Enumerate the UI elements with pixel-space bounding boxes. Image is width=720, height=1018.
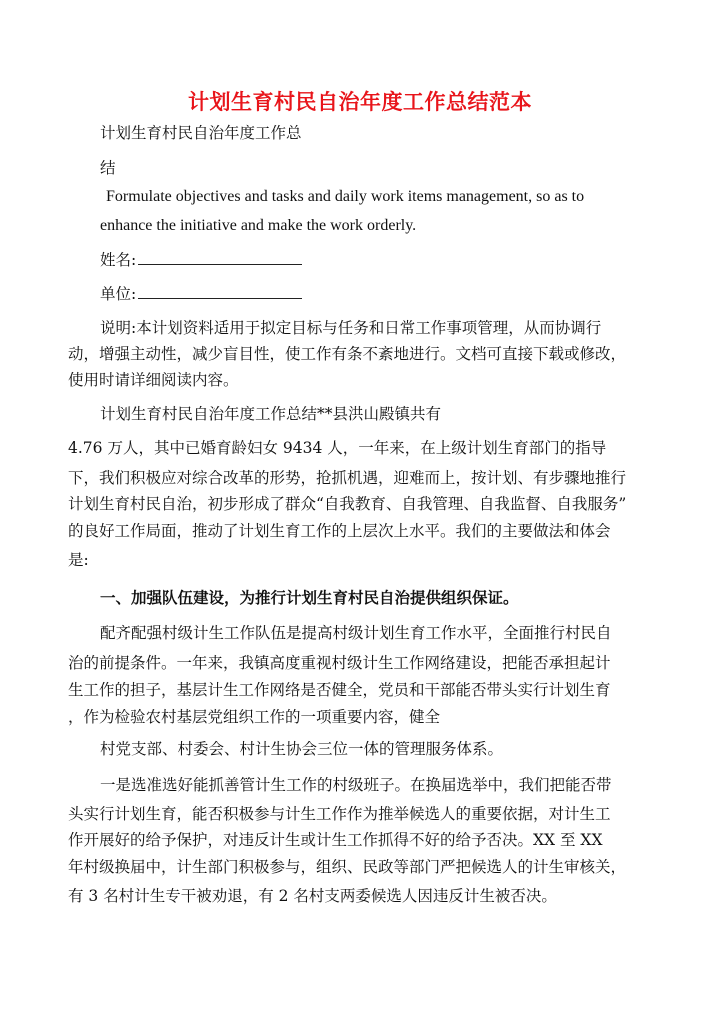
- unit-field-label: 单位:: [100, 285, 137, 303]
- section1-heading: 一、加强队伍建设，为推行计划生育村民自治提供组织保证。: [100, 588, 519, 607]
- body-para1-line-3: 计划生育村民自治，初步形成了群众“自我教育、自我管理、自我监督、自我服务”: [68, 495, 627, 513]
- english-intro-line-1: Formulate objectives and tasks and daily work items management, so as to: [106, 188, 585, 205]
- note-line-2: 动，增强主动性，减少盲目性，使工作有条不紊地进行。文档可直接下载或修改，: [68, 345, 627, 363]
- note-line-3: 使用时请详细阅读内容。: [68, 371, 239, 389]
- body-para1-line-1: 4.76 万人，其中已婚育龄妇女 9434 人，一年来，在上级计划生育部门的指导: [68, 439, 607, 457]
- note-line-1: 说明:本计划资料适用于拟定目标与任务和日常工作事项管理，从而协调行: [100, 319, 602, 337]
- body-para2-line-4: ，作为检验农村基层党组织工作的一项重要内容，健全: [68, 708, 441, 726]
- body-para4-line-5: 有 3 名村计生专干被劝退，有 2 名村支两委候选人因违反计生被否决。: [68, 887, 557, 905]
- body-para4-line-3: 作开展好的给予保护，对违反计生或计生工作抓得不好的给予否决。XX 至 XX: [68, 831, 603, 849]
- name-field-underline: [138, 249, 302, 265]
- body-para4-line-2: 头实行计划生育，能否积极参与计生工作作为推举候选人的重要依据，对计生工: [68, 805, 611, 823]
- body-para2-line-1: 配齐配强村级计生工作队伍是提高村级计划生育工作水平，全面推行村民自: [100, 624, 612, 642]
- body-para4-line-1: 一是选准选好能抓善管计生工作的村级班子。在换届选举中，我们把能否带: [100, 776, 612, 794]
- body-para2-line-3: 生工作的担子，基层计生工作网络是否健全，党员和干部能否带头实行计划生育: [68, 681, 611, 699]
- body-para1-line-5: 是:: [68, 551, 89, 569]
- body-para1-line-4: 的良好工作局面，推动了计划生育工作的上层次上水平。我们的主要做法和体会: [68, 522, 611, 540]
- body-para3: 村党支部、村委会、村计生协会三位一体的管理服务体系。: [100, 740, 504, 758]
- subtitle-line-1: 计划生育村民自治年度工作总: [100, 124, 302, 142]
- body-para2-line-2: 治的前提条件。一年来，我镇高度重视村级计生工作网络建设，把能否承担起计: [68, 654, 611, 672]
- english-intro-line-2: enhance the initiative and make the work orderly.: [100, 217, 417, 234]
- unit-field: [100, 283, 660, 305]
- body-para4-line-4: 年村级换届中，计生部门积极参与，组织、民政等部门严把候选人的计生审核关，: [68, 858, 627, 876]
- subtitle-line-2: 结: [100, 159, 116, 177]
- unit-field-underline: [138, 283, 302, 299]
- body-para1-line-2: 下，我们积极应对综合改革的形势，抢抓机遇，迎难而上，按计划、有步骤地推行: [68, 469, 627, 487]
- name-field: [100, 249, 660, 271]
- heading-line: 计划生育村民自治年度工作总结**县洪山殿镇共有: [100, 405, 442, 423]
- name-field-label: 姓名:: [100, 251, 137, 269]
- document-title: 计划生育村民自治年度工作总结范本: [188, 89, 532, 114]
